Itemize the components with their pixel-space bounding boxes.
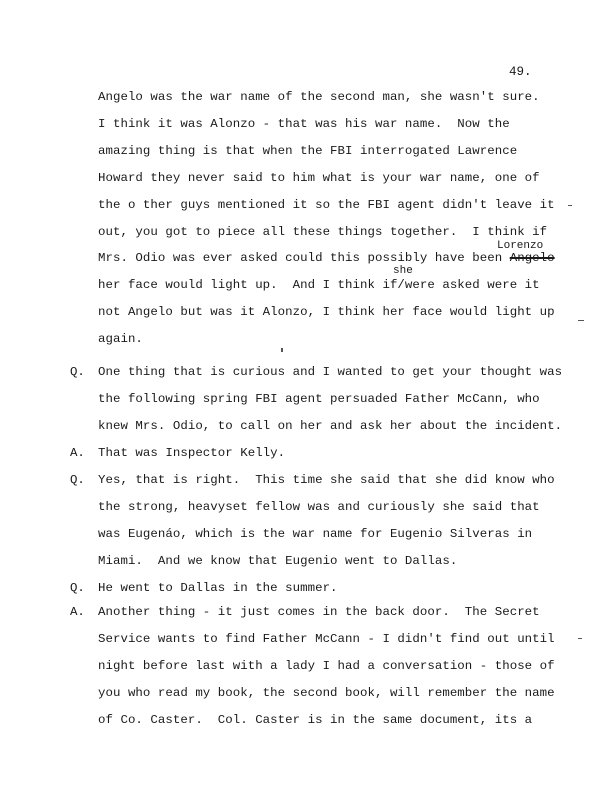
text-line: out, you got to piece all these things together. I think if [98,225,548,239]
text-line: One thing that is curious and I wanted to get your thought was [98,365,563,379]
text-line: Miami. And we know that Eugenio went to Dallas. [98,554,458,568]
scan-speck [578,320,584,321]
text-line: That was Inspector Kelly. [98,446,286,460]
text-line: again. [98,332,143,346]
text-line: I think it was Alonzo - that was his war name. Now the [98,117,510,131]
text-line: night before last with a lady I had a conversation - those of [98,659,555,673]
qa-label: Q. [70,365,85,379]
text-line: of Co. Caster. Col. Caster is in the same document, its a [98,713,533,727]
text-line: Service wants to find Father McCann - I didn't find out until [98,632,555,646]
struck-word: Angelo [509,251,555,265]
text-line: you who read my book, the second book, will remember the name [98,686,555,700]
text-line: not Angelo but was it Alonzo, I think her face would light up [98,305,555,319]
text-line: Yes, that is right. This time she said that she did know who [98,473,555,487]
text-line: Another thing - it just comes in the back door. The Secret [98,605,540,619]
scan-speck [568,205,572,206]
qa-label: Q. [70,581,85,595]
text-line: the following spring FBI agent persuaded Father McCann, who [98,392,540,406]
scan-speck [281,348,283,352]
text-line: amazing thing is that when the FBI interrogated Lawrence [98,144,518,158]
handwritten-insertion-lorenzo: Lorenzo [497,240,544,252]
text-line: the o ther guys mentioned it so the FBI agent didn't leave it [98,198,555,212]
text-line: Angelo was the war name of the second man, she wasn't sure. [98,90,540,104]
text-line: was Eugenáo, which is the war name for Eugenio Silveras in [98,527,533,541]
qa-label: A. [70,446,85,460]
text-line: the strong, heavyset fellow was and curiously she said that [98,500,540,514]
page-number: 49. [509,65,532,79]
text-line: knew Mrs. Odio, to call on her and ask her about the incident. [98,419,563,433]
text-line: her face would light up. And I think if/were asked were it [98,278,540,292]
qa-label: A. [70,605,85,619]
text-line-segment: Mrs. Odio was ever asked could this possibly have been [98,251,510,265]
text-line: Howard they never said to him what is your war name, one of [98,171,540,185]
text-line [98,251,555,265]
scan-speck [578,638,582,639]
qa-label: Q. [70,473,85,487]
insertion-she: she [393,265,413,277]
text-line: He went to Dallas in the summer. [98,581,338,595]
